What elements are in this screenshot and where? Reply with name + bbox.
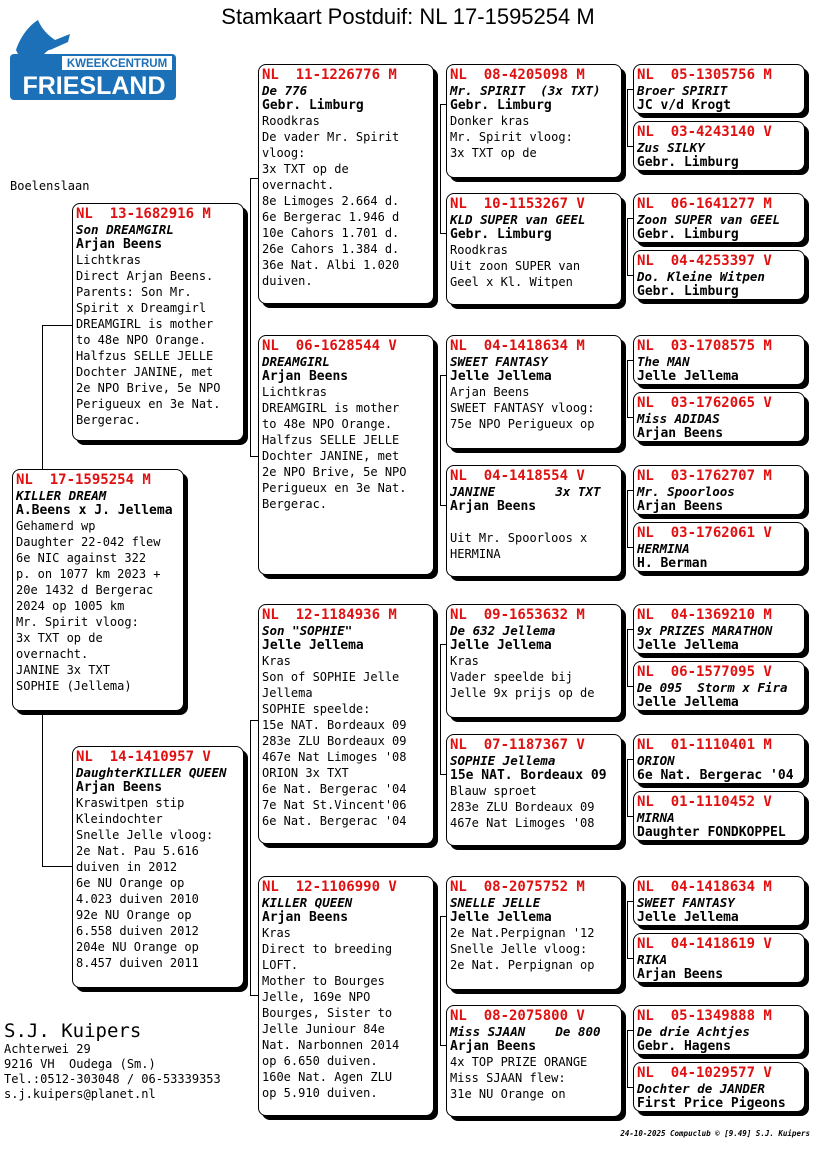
g5-card bbox=[633, 1005, 805, 1055]
footer-text: 24-10-2025 Compuclub © [9.49] S.J. Kuipers bbox=[620, 1129, 810, 1138]
pigeon-name: KILLER QUEEN bbox=[262, 895, 353, 910]
pigeon-notes: Kraswitpen stip Kleindochter Snelle Jelle vloog: 2e Nat. Pau 5.616 duiven in 2012 6e NU Orange op 4.023 duiven 2010 92e NU Orange op 6.558 duiven 2012 204e NU Orange op 8.457 duiven 2011 bbox=[76, 796, 214, 970]
connector-line bbox=[42, 325, 43, 469]
pigeon-name: SNELLE JELLE bbox=[450, 895, 541, 910]
ring-number: NL 08-2075800 V bbox=[450, 1008, 585, 1024]
pigeon-notes: Lichtkras DREAMGIRL is mother to 48e NPO Orange. Halfzus SELLE JELLE Dochter JANINE, met 2e NPO Brive, 5e NPO Perigueux en 3e Nat. Bergerac. bbox=[262, 385, 407, 511]
pigeon-name: SWEET FANTASY bbox=[450, 354, 548, 369]
pigeon-notes: 2e Nat.Perpignan '12 Snelle Jelle vloog: 2e Nat. Perpignan op bbox=[450, 926, 595, 972]
owner-city: 9216 VH Oudega (Sm.) bbox=[4, 1057, 156, 1071]
pigeon-notes: 4x TOP PRIZE ORANGE Miss SJAAN flew: 31e NU Orange on bbox=[450, 1055, 588, 1101]
ring-number: NL 07-1187367 V bbox=[450, 737, 585, 753]
breeder-name: Gebr. Limburg bbox=[450, 98, 552, 113]
connector-line bbox=[627, 901, 633, 902]
g5-card bbox=[633, 661, 805, 711]
pigeon-name: KILLER DREAM bbox=[16, 488, 107, 503]
page-title: Stamkaart Postduif: NL 17-1595254 M bbox=[221, 4, 595, 29]
pigeon-name: 9x PRIZES MARATHON bbox=[637, 623, 773, 638]
ring-number: NL 04-1418634 M bbox=[637, 879, 772, 895]
pigeon-name: MIRNA bbox=[637, 810, 675, 825]
connector-line bbox=[440, 505, 446, 506]
connector-line bbox=[627, 89, 633, 90]
connector-line bbox=[627, 490, 628, 547]
connector-line bbox=[627, 275, 633, 276]
breeder-name: Jelle Jellema bbox=[450, 910, 552, 925]
pigeon-name: De 632 Jellema bbox=[450, 623, 556, 638]
breeder-name: Daughter FONDKOPPEL bbox=[637, 825, 786, 840]
breeder-name: Arjan Beens bbox=[637, 499, 724, 514]
owner-phone: Tel.:0512-303048 / 06-53339353 bbox=[4, 1072, 221, 1086]
g4-card bbox=[446, 193, 622, 305]
connector-line bbox=[627, 146, 633, 147]
connector-line bbox=[440, 774, 446, 775]
connector-line bbox=[440, 916, 446, 917]
breeder-name: Gebr. Limburg bbox=[262, 98, 364, 113]
pigeon-notes: Kras Son of SOPHIE Jelle Jellema SOPHIE speelde: 15e NAT. Bordeaux 09 283e ZLU Bordeaux 09 467e Nat Limoges '08 ORION 3x TXT 6e Nat. Bergerac '04 7e Nat St.Vincent'06 6e Nat. Bergerac '04 bbox=[262, 654, 407, 828]
father-card bbox=[72, 203, 244, 441]
connector-line bbox=[250, 995, 258, 996]
ring-number: NL 05-1305756 M bbox=[637, 67, 772, 83]
pigeon-name: HERMINA bbox=[637, 541, 690, 556]
g4-card bbox=[446, 734, 622, 846]
ring-number: NL 12-1106990 V bbox=[262, 879, 397, 895]
breeder-name: H. Berman bbox=[637, 556, 708, 571]
connector-line bbox=[627, 1087, 633, 1088]
subject-card bbox=[12, 469, 184, 711]
g5-card bbox=[633, 121, 805, 171]
connector-line bbox=[250, 456, 258, 457]
ring-number: NL 04-4253397 V bbox=[637, 253, 772, 269]
pigeon-notes: Kras Vader speelde bij Jelle 9x prijs op de bbox=[450, 654, 595, 700]
breeder-name: Arjan Beens bbox=[76, 780, 163, 795]
breeder-name: Gebr. Limburg bbox=[450, 227, 552, 242]
ring-number: NL 04-1418619 V bbox=[637, 936, 772, 952]
pigeon-name: SOPHIE Jellema bbox=[450, 753, 556, 768]
owner-name: S.J. Kuipers bbox=[4, 1020, 142, 1042]
g5-card bbox=[633, 876, 805, 926]
connector-line bbox=[250, 720, 251, 995]
breeder-name: Jelle Jellema bbox=[262, 638, 364, 653]
connector-line bbox=[627, 417, 633, 418]
pigeon-notes: Kras Direct to breeding LOFT. Mother to Bourges Jelle, 169e NPO Bourges, Sister to Jelle Juniour 84e Nat. Narbonnen 2014 op 6.650 duiven. 160e Nat. Agen ZLU op 5.910 duiven. bbox=[262, 926, 400, 1100]
connector-line bbox=[627, 89, 628, 146]
breeder-name: Arjan Beens bbox=[262, 369, 349, 384]
g5-card bbox=[633, 604, 805, 654]
loft-label: Boelenslaan bbox=[10, 179, 90, 193]
pigeon-name: De drie Achtjes bbox=[637, 1024, 750, 1039]
ring-number: NL 03-1762065 V bbox=[637, 395, 772, 411]
connector-line bbox=[627, 759, 633, 760]
g4-card bbox=[446, 335, 622, 449]
connector-line bbox=[627, 360, 628, 417]
pigeon-notes: Blauw sproet 283e ZLU Bordeaux 09 467e Nat Limoges '08 bbox=[450, 784, 595, 830]
connector-line bbox=[42, 866, 72, 867]
connector-line bbox=[440, 104, 446, 105]
breeder-name: Arjan Beens bbox=[637, 426, 724, 441]
mother-card bbox=[72, 746, 244, 988]
breeder-name: A.Beens x J. Jellema bbox=[16, 503, 173, 518]
connector-line bbox=[250, 178, 251, 456]
ring-number: NL 06-1577095 V bbox=[637, 664, 772, 680]
ring-number: NL 08-2075752 M bbox=[450, 879, 585, 895]
breeder-name: Jelle Jellema bbox=[637, 910, 739, 925]
g4-card bbox=[446, 876, 622, 990]
ring-number: NL 03-1708575 M bbox=[637, 338, 772, 354]
pigeon-name: Zoon SUPER van GEEL bbox=[637, 212, 780, 227]
g4-card bbox=[446, 1005, 622, 1117]
g4-card bbox=[446, 64, 622, 178]
ring-number: NL 06-1628544 V bbox=[262, 338, 397, 354]
connector-line bbox=[440, 375, 446, 376]
connector-line bbox=[440, 916, 441, 1045]
pigeon-notes: Lichtkras Direct Arjan Beens. Parents: Son Mr. Spirit x Dreamgirl DREAMGIRL is mother to 48e NPO Orange. Halfzus SELLE JELLE Dochter JANINE, met 2e NPO Brive, 5e NPO Perigueux en 3e Nat. Bergerac. bbox=[76, 253, 221, 427]
connector-line bbox=[627, 686, 633, 687]
ring-number: NL 11-1226776 M bbox=[262, 67, 397, 83]
ring-number: NL 17-1595254 M bbox=[16, 472, 151, 488]
connector-line bbox=[627, 218, 628, 275]
g5-card bbox=[633, 193, 805, 243]
ring-number: NL 04-1418634 M bbox=[450, 338, 585, 354]
g5-card bbox=[633, 392, 805, 442]
ring-number: NL 09-1653632 M bbox=[450, 607, 585, 623]
ring-number: NL 06-1641277 M bbox=[637, 196, 772, 212]
ring-number: NL 10-1153267 V bbox=[450, 196, 585, 212]
ring-number: NL 13-1682916 M bbox=[76, 206, 211, 222]
connector-line bbox=[627, 759, 628, 816]
breeder-name: Jelle Jellema bbox=[637, 369, 739, 384]
breeder-name: Jelle Jellema bbox=[450, 369, 552, 384]
pigeon-name: KLD SUPER van GEEL bbox=[450, 212, 586, 227]
breeder-name: 15e NAT. Bordeaux 09 bbox=[450, 768, 607, 783]
g5-card bbox=[633, 522, 805, 572]
connector-line bbox=[627, 1030, 628, 1087]
ring-number: NL 03-1762061 V bbox=[637, 525, 772, 541]
g5-card bbox=[633, 250, 805, 300]
connector-line bbox=[627, 360, 633, 361]
pigeon-name: Zus SILKY bbox=[637, 140, 705, 155]
breeder-name: Gebr. Hagens bbox=[637, 1039, 731, 1054]
pigeon-name: DaughterKILLER QUEEN bbox=[76, 765, 227, 780]
pigeon-notes: Roodkras Uit zoon SUPER van Geel x Kl. Witpen bbox=[450, 243, 581, 289]
logo-text-bottom: FRIESLAND bbox=[22, 72, 166, 100]
ring-number: NL 05-1349888 M bbox=[637, 1008, 772, 1024]
pigeon-notes: Uit Mr. Spoorloos x HERMINA bbox=[450, 531, 588, 561]
connector-line bbox=[42, 711, 43, 866]
connector-line bbox=[627, 629, 628, 686]
connector-line bbox=[250, 178, 258, 179]
fm-card bbox=[258, 335, 434, 575]
pigeon-name: Son "SOPHIE" bbox=[262, 623, 353, 638]
pigeon-name: JANINE 3x TXT bbox=[450, 484, 601, 499]
g5-card bbox=[633, 335, 805, 385]
ring-number: NL 01-1110401 M bbox=[637, 737, 772, 753]
g5-card bbox=[633, 465, 805, 515]
connector-line bbox=[627, 490, 633, 491]
mf-card bbox=[258, 604, 434, 844]
connector-line bbox=[42, 325, 72, 326]
connector-line bbox=[627, 218, 633, 219]
owner-block bbox=[4, 1020, 221, 1102]
connector-line bbox=[627, 629, 633, 630]
g4-card bbox=[446, 465, 622, 577]
ring-number: NL 01-1110452 V bbox=[637, 794, 772, 810]
breeder-name: Arjan Beens bbox=[76, 237, 163, 252]
breeder-name: Arjan Beens bbox=[262, 910, 349, 925]
g5-card bbox=[633, 734, 805, 784]
pigeon-name: Mr. SPIRIT (3x TXT) bbox=[450, 83, 601, 98]
connector-line bbox=[627, 1030, 633, 1031]
mm-card bbox=[258, 876, 434, 1116]
breeder-name: First Price Pigeons bbox=[637, 1096, 786, 1111]
connector-line bbox=[627, 958, 633, 959]
connector-line bbox=[440, 1045, 446, 1046]
breeder-name: Gebr. Limburg bbox=[637, 284, 739, 299]
logo-text-top: KWEEKCENTRUM bbox=[66, 58, 168, 70]
g5-card bbox=[633, 64, 805, 114]
ring-number: NL 08-4205098 M bbox=[450, 67, 585, 83]
pigeon-name: Son DREAMGIRL bbox=[76, 222, 174, 237]
breeder-name: Arjan Beens bbox=[450, 499, 537, 514]
ring-number: NL 03-1762707 M bbox=[637, 468, 772, 484]
g5-card bbox=[633, 933, 805, 983]
breeder-name: Arjan Beens bbox=[450, 1039, 537, 1054]
g5-card bbox=[633, 791, 805, 841]
pigeon-notes: Donker kras Mr. Spirit vloog: 3x TXT op de bbox=[450, 114, 573, 160]
pigeon-name: Miss ADIDAS bbox=[637, 411, 720, 426]
g5-card bbox=[633, 1062, 805, 1112]
breeder-name: Gebr. Limburg bbox=[637, 155, 739, 170]
breeder-name: Jelle Jellema bbox=[637, 695, 739, 710]
pigeon-name: SWEET FANTASY bbox=[637, 895, 735, 910]
pigeon-name: Do. Kleine Witpen bbox=[637, 269, 765, 284]
pigeon-name: De 095 Storm x Fira bbox=[637, 680, 788, 695]
connector-line bbox=[440, 375, 441, 505]
connector-line bbox=[440, 644, 446, 645]
connector-line bbox=[627, 547, 633, 548]
ring-number: NL 04-1418554 V bbox=[450, 468, 585, 484]
pigeon-name: DREAMGIRL bbox=[262, 354, 330, 369]
connector-line bbox=[627, 816, 633, 817]
ring-number: NL 03-4243140 V bbox=[637, 124, 772, 140]
ring-number: NL 04-1369210 M bbox=[637, 607, 772, 623]
ff-card bbox=[258, 64, 434, 304]
friesland-logo bbox=[10, 16, 176, 100]
pigeon-notes: Arjan Beens SWEET FANTASY vloog: 75e NPO Perigueux op bbox=[450, 385, 595, 431]
connector-line bbox=[440, 644, 441, 774]
breeder-name: 6e Nat. Bergerac '04 bbox=[637, 768, 794, 783]
breeder-name: JC v/d Krogt bbox=[637, 98, 731, 113]
breeder-name: Gebr. Limburg bbox=[637, 227, 739, 242]
pigeon-name: RIKA bbox=[637, 952, 668, 967]
ring-number: NL 04-1029577 V bbox=[637, 1065, 772, 1081]
pigeon-name: The MAN bbox=[637, 354, 690, 369]
breeder-name: Jelle Jellema bbox=[450, 638, 552, 653]
ring-number: NL 14-1410957 V bbox=[76, 749, 211, 765]
pigeon-name: Dochter de JANDER bbox=[637, 1081, 765, 1096]
pigeon-name: Broer SPIRIT bbox=[637, 83, 728, 98]
pigeon-notes: Roodkras De vader Mr. Spirit vloog: 3x TXT op de overnacht. 8e Limoges 2.664 d. 6e Bergerac 1.946 d 10e Cahors 1.701 d. 26e Cahors 1.384 d. 36e Nat. Albi 1.020 duiven. bbox=[262, 114, 400, 288]
pigeon-name: ORION bbox=[637, 753, 675, 768]
g4-card bbox=[446, 604, 622, 718]
breeder-name: Arjan Beens bbox=[637, 967, 724, 982]
breeder-name: Jelle Jellema bbox=[637, 638, 739, 653]
pigeon-name: De 776 bbox=[262, 83, 308, 98]
pigeon-name: Mr. Spoorloos bbox=[637, 484, 735, 499]
owner-email: s.j.kuipers@planet.nl bbox=[4, 1087, 156, 1101]
pigeon-notes: Gehamerd wp Daughter 22-042 flew 6e NIC against 322 p. on 1077 km 2023 + 20e 1432 d Bergerac 2024 op 1005 km Mr. Spirit vloog: 3x TXT op de overnacht. JANINE 3x TXT SOPHIE (Jellema) bbox=[16, 519, 161, 693]
connector-line bbox=[440, 233, 446, 234]
pigeon-name: Miss SJAAN De 800 bbox=[450, 1024, 601, 1039]
owner-address: Achterwei 29 bbox=[4, 1042, 91, 1056]
connector-line bbox=[627, 901, 628, 958]
connector-line bbox=[250, 720, 258, 721]
connector-line bbox=[440, 104, 441, 233]
ring-number: NL 12-1184936 M bbox=[262, 607, 397, 623]
